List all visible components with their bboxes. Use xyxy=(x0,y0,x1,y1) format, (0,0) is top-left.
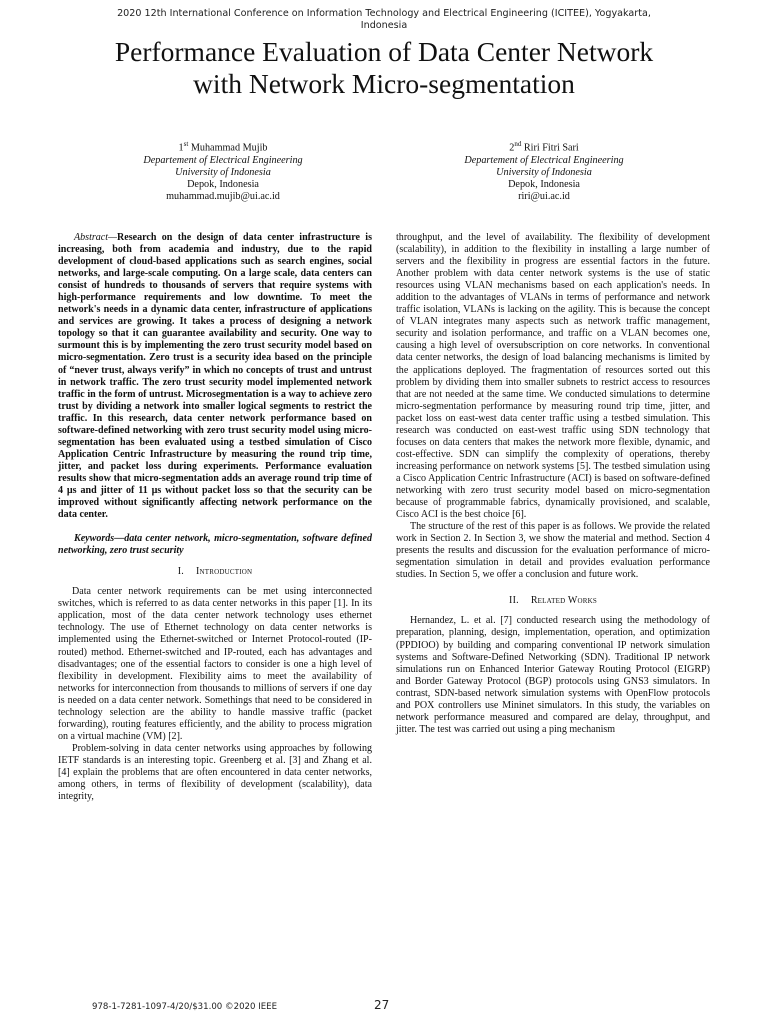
section-title: Related Works xyxy=(530,595,597,607)
page-number: 27 xyxy=(374,998,390,1012)
author-2-university: University of Indonesia xyxy=(496,166,592,178)
author-1-department: Departement of Electrical Engineering xyxy=(143,154,303,166)
keywords: Keywords—data center network, micro-segmentation, software defined networking, zero trust security xyxy=(58,533,372,557)
section-number: I. xyxy=(177,566,184,578)
author-1-name: Muhammad Mujib xyxy=(190,142,268,154)
author-2-block xyxy=(429,138,659,203)
copyright-line: 978-1-7281-1097-4/20/$31.00 ©2020 IEEE xyxy=(92,1002,278,1012)
abstract xyxy=(58,232,372,521)
author-1-block xyxy=(108,138,338,203)
conference-line-2: Indonesia xyxy=(360,20,408,31)
author-2-ordinal-suffix: nd xyxy=(514,140,522,148)
author-1-location: Depok, Indonesia xyxy=(187,179,259,190)
paper-title xyxy=(40,36,728,100)
section-number: II. xyxy=(509,595,519,607)
intro-paragraph-4: The structure of the rest of this paper is as follows. We provide the related work in Section 2. In Section 3, we show the material and method. Section 4 presents the results and discussion for the evaluation performance of micro-segmentation simulation in detail and provides evaluation performance studies. In Section 5, we offer a conclusion and future work. xyxy=(396,521,710,581)
author-1-ordinal: 1 xyxy=(178,142,184,154)
intro-paragraph-3: throughput, and the level of availability. The flexibility of development (scalability), in addition to the flexibility in installing a large number of servers and the flexibility in progress are essential factors in the future. Another problem with data center network systems is the use of static resources using VLAN mechanisms based on each application's needs. In addition to the advantages of VLANs in terms of performance and network traffic isolation, VLANs is lacking on the agility. This is because the concept of VLAN integrates many aspects such as network traffic management, security and isolation performance, and traffic on a VLAN becomes one, causing a high level of oversubscription on core networks. In conventional data center networks, the design of load balancing mechanisms is limited by the applications deployed. The fragmentation of resources sorted out this problem by dividing them into smaller subnets to restrict access to resources that are not needed at the same time. We conducted simulations to determine micro-segmentation performance by measuring round trip time, jitter, and packet loss on east-west data center traffic using a testbed simulation. This research was conducted on east-west traffic using SDN technology that focuses on data centers that makes the network more flexible, dynamic, and cost-effective. SDN can simplify the complexity of operations, thereby increasing performance on network systems [5]. The testbed simulation using a Cisco Application Centric Infrastructure (ACI) is based on software-defined networking with zero trust security model based on micro-segmentation because of programmable fabrics, dynamically provisioned, and scalable, Cisco ACI is the best choice [6]. xyxy=(396,232,710,521)
author-2-name: Riri Fitri Sari xyxy=(523,142,579,154)
author-1-email: muhammad.mujib@ui.ac.id xyxy=(166,191,280,203)
abstract-lead: Abstract— xyxy=(74,232,117,243)
section-title: Introduction xyxy=(195,566,253,578)
author-1-name-line xyxy=(108,138,338,155)
author-2-location: Depok, Indonesia xyxy=(508,179,580,190)
related-paragraph-1: Hernandez, L. et al. [7] conducted research using the methodology of preparation, planning, design, implementation, operation, and optimization (PPDIOO) by building and comparing conventional IP network simulation systems and Software-Defined Networking (SDN). Traditional IP network simulations run on Enhanced Interior Gateway Routing Protocol (EIGRP) and Border Gateway Protocol (BGP) protocols using GNS3 simulators. In contrast, SDN-based network simulation systems with OpenFlow protocols and POX controllers use Mininet simulators. In this study, the variables on network performance measured and compared are delay, throughput, and jitter. The test was carried out using a ping mechanism xyxy=(396,615,710,735)
paper-title-line-2: with Network Micro-segmentation xyxy=(193,68,575,99)
intro-paragraph-1: Data center network requirements can be met using interconnected switches, which is referred to as data center networks in this paper [1]. In its application, most of the data center network technology uses ethernet technology. The use of Ethernet technology on data center networks is implemented using the Ethernet-switched or Internet Protocol-routed (IP- routed) method. Ethernet-switched and IP-routed, each has advantages and disadvantages; one of the essential factors to consider is one a high level of flexibility in development. Flexibility aims to meet the availability of networks for interconnection from thousands to millions of servers if one day is needed on a data center network. Somethings that need to be considered in technology selection are the ability to handle massive traffic (packet forwarding), routing features efficiently, and the ability to process migration on a virtual machine (VM) [2]. xyxy=(58,586,372,742)
author-2-department: Departement of Electrical Engineering xyxy=(464,154,624,166)
author-2-email: riri@ui.ac.id xyxy=(518,191,570,203)
section-heading-introduction xyxy=(58,566,372,578)
intro-paragraph-2: Problem-solving in data center networks using approaches by following IETF standards is an interesting topic. Greenberg et al. [3] and Zhang et al. [4] explain the problems that are often encountered in data center networks, among others, in terms of flexibility of development (scalability), data integrity, xyxy=(58,742,372,803)
abstract-text: Research on the design of data center infrastructure is increasing, both from academia and industry, due to the rapid development of cloud-based applications such as search engines, social networks, and large-scale computing. On a large scale, data centers can consist of hundreds to thousands of servers that require systems with high-performance requirements and low downtime. To meet the network's needs in a dynamic data center, infrastructure of applications and services are growing. It takes a process of designing a network topology so that it can guarantee availability and security. One way to surmount this is by implementing the zero trust security model based on micro-segmentation. Zero trust is a security idea based on the principle of “never trust, always verify” in which no concepts of trust and untrust in network traffic. The zero trust security model implemented network traffic in the form of untrust. Microsegmentation is a way to achieve zero trust by dividing a network into smaller logical segments to restrict the traffic. In this research, data center network performance based on software-defined networking with zero trust security model using micro-segmentation has been evaluated using a testbed simulation of Cisco Application Centric Infrastructure by measuring the round trip time, jitter, and packet loss during experiments. Performance evaluation results show that micro-segmentation adds an average round trip time of 4 µs and jitter of 11 µs without packet loss so that the security can be improved without significantly affecting network performance on the data center. xyxy=(58,232,372,521)
conference-line-1: 2020 12th International Conference on Information Technology and Electrical Engineering (ICITEE), Yogyakarta, xyxy=(117,8,651,19)
right-column xyxy=(396,232,710,736)
author-1-ordinal-suffix: st xyxy=(183,140,189,148)
author-2-name-line xyxy=(429,138,659,155)
author-1-university: University of Indonesia xyxy=(175,166,271,178)
paper-title-line-1: Performance Evaluation of Data Center Network xyxy=(114,36,654,67)
section-heading-related-works xyxy=(396,595,710,607)
author-2-ordinal: 2 xyxy=(509,142,515,154)
left-column xyxy=(58,232,372,803)
conference-header xyxy=(60,8,708,32)
